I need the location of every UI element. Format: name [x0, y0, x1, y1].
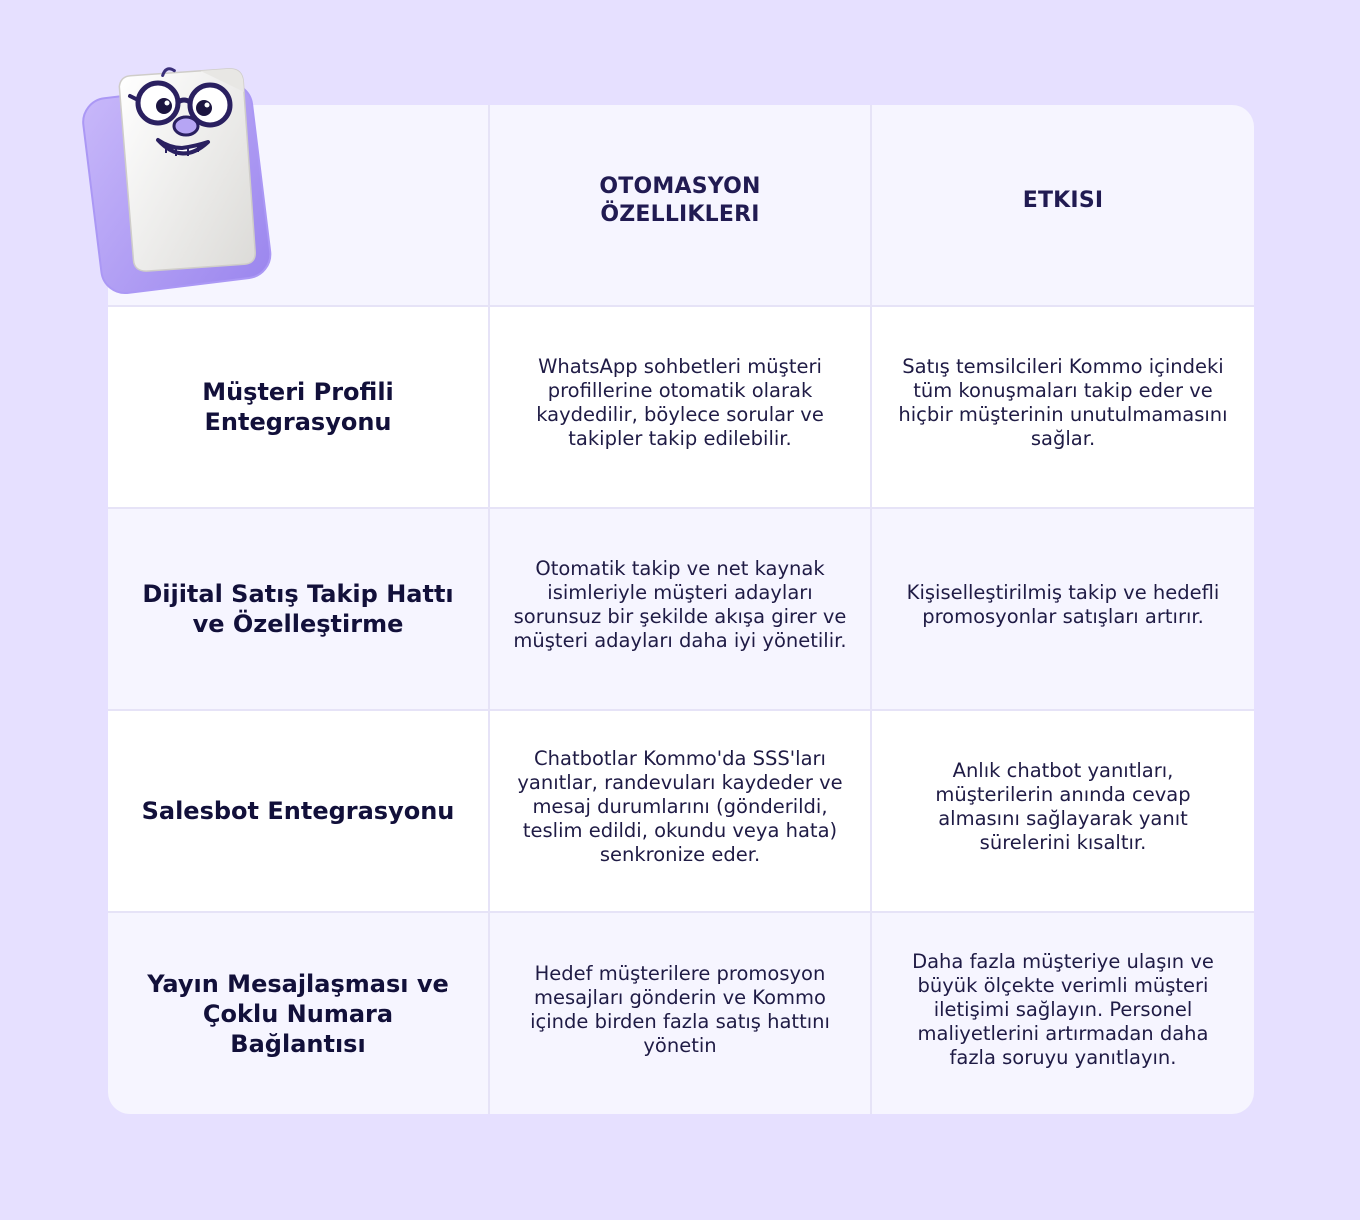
row-feature-label: Salesbot Entegrasyonu: [108, 711, 488, 911]
row-automation-text: Otomatik takip ve net kaynak isimleriyle müşteri adayları sorunsuz bir şekilde akışa girer ve müşteri adayları daha iyi yönetilir.: [490, 509, 870, 709]
comparison-table: [108, 105, 1254, 1114]
header-automation-features: OTOMASYON ÖZELLIKLERI: [490, 105, 870, 305]
row-feature-label: Dijital Satış Takip Hattı ve Özelleştirme: [108, 509, 488, 709]
row-impact-text: Anlık chatbot yanıtları, müşterilerin anında cevap almasını sağlayarak yanıt sürelerini kısaltır.: [872, 711, 1254, 911]
row-impact-text: Daha fazla müşteriye ulaşın ve büyük ölçekte verimli müşteri iletişimi sağlayın. Personel maliyetlerini artırmadan daha fazla soruyu yanıtlayın.: [872, 913, 1254, 1114]
row-automation-text: WhatsApp sohbetleri müşteri profillerine otomatik olarak kaydedilir, böylece sorular ve takipler takip edilebilir.: [490, 307, 870, 507]
row-automation-text: Hedef müşterilere promosyon mesajları gönderin ve Kommo içinde birden fazla satış hattını yönetin: [490, 913, 870, 1114]
row-impact-text: Satış temsilcileri Kommo içindeki tüm konuşmaları takip eder ve hiçbir müşterinin unutulmamasını sağlar.: [872, 307, 1254, 507]
row-feature-label: Yayın Mesajlaşması ve Çoklu Numara Bağlantısı: [108, 913, 488, 1114]
document-mascot-icon: [78, 60, 273, 295]
row-feature-label: Müşteri Profili Entegrasyonu: [108, 307, 488, 507]
header-impact: ETKISI: [872, 105, 1254, 305]
row-impact-text: Kişiselleştirilmiş takip ve hedefli promosyonlar satışları artırır.: [872, 509, 1254, 709]
row-automation-text: Chatbotlar Kommo'da SSS'ları yanıtlar, randevuları kaydeder ve mesaj durumlarını (gönderildi, teslim edildi, okundu veya hata) senkronize eder.: [490, 711, 870, 911]
